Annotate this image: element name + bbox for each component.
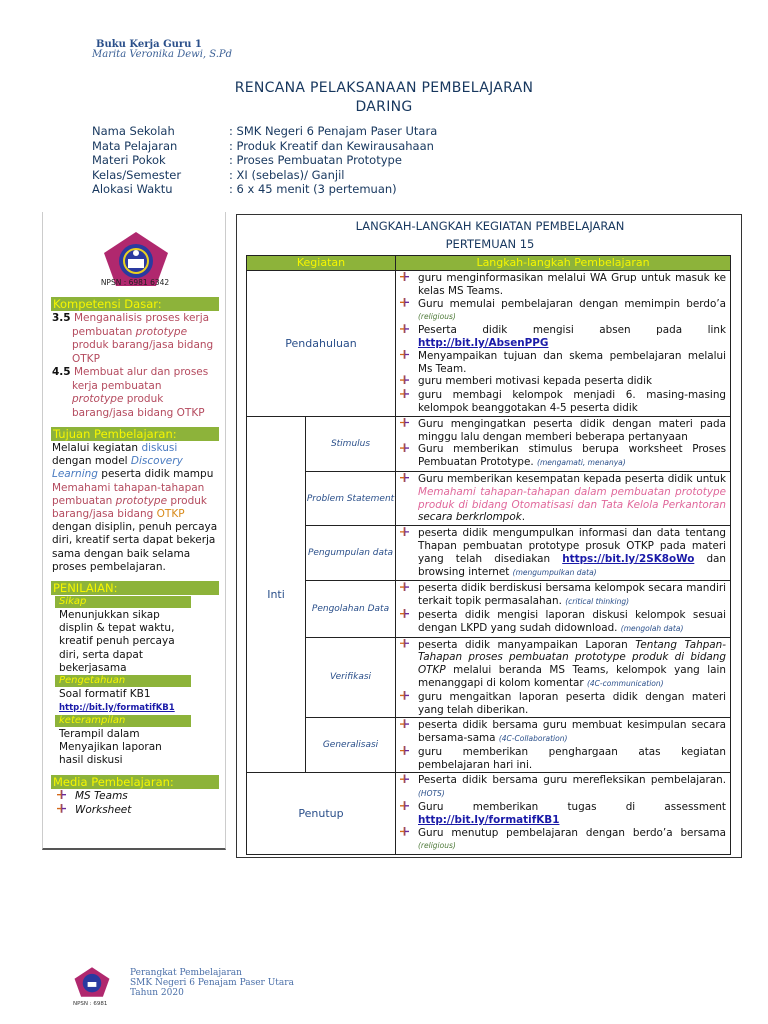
tp-part: Melalui kegiatan bbox=[52, 442, 142, 454]
info-value: : SMK Negeri 6 Penajam Paser Utara bbox=[229, 124, 438, 138]
kd-text: pembuatan bbox=[72, 325, 136, 338]
table-row bbox=[247, 637, 731, 718]
bullet-icon bbox=[398, 691, 418, 717]
tp-part: dengan disiplin, penuh percaya bbox=[52, 521, 218, 534]
step-segment: (4C-Collaboration) bbox=[498, 734, 568, 744]
step-segment: (mengolah data) bbox=[620, 623, 684, 633]
table-row bbox=[247, 773, 731, 855]
step-text bbox=[418, 691, 726, 717]
tp-part: prototype bbox=[115, 494, 168, 507]
kd-text: OTKP bbox=[72, 352, 100, 365]
step-text bbox=[418, 418, 726, 444]
step-segment: secara berkrlompok bbox=[418, 511, 522, 524]
step-item bbox=[398, 527, 726, 579]
table-row bbox=[247, 581, 731, 637]
step-segment: Guru memberikan stimulus berupa worksheet Proses Pembuatan Prototype. bbox=[418, 443, 726, 469]
identity-info bbox=[92, 124, 437, 197]
step-link[interactable]: https://bit.ly/2SK8oWo bbox=[562, 552, 695, 565]
footer-line: SMK Negeri 6 Penajam Paser Utara bbox=[130, 978, 294, 988]
media-heading: Media Pembelajaran: bbox=[51, 775, 219, 789]
step-text bbox=[418, 272, 726, 298]
bullet-icon bbox=[398, 298, 418, 325]
step-text bbox=[418, 582, 726, 609]
step-segment: Memahami tahapan-tahapan dalam pembuatan prototype produk di bidang Otomatisasi dan Tata Kelola Perkantoran bbox=[418, 485, 726, 511]
bullet-icon bbox=[398, 774, 418, 801]
steps-cell bbox=[396, 718, 731, 773]
step-segment: Peserta didik mengisi absen pada link bbox=[418, 324, 726, 337]
step-segment: (4C-communication) bbox=[586, 678, 664, 688]
step-item bbox=[398, 774, 726, 801]
activities-title: LANGKAH-LANGKAH KEGIATAN PEMBELAJARAN bbox=[355, 219, 625, 233]
tp-part: OTKP bbox=[156, 508, 185, 521]
steps-cell bbox=[396, 471, 731, 525]
step-segment: (mengamati, menanya) bbox=[537, 458, 626, 468]
ket-line: Menyajikan laporan bbox=[59, 741, 162, 754]
table-row bbox=[247, 526, 731, 581]
steps-cell bbox=[396, 416, 731, 471]
step-link[interactable]: http://bit.ly/AbsenPPG bbox=[418, 336, 549, 349]
step-item bbox=[398, 443, 726, 470]
steps-cell bbox=[396, 637, 731, 718]
kegiatan-cell: Pendahuluan bbox=[247, 271, 396, 417]
kd-text: Membuat alur dan proses bbox=[73, 366, 209, 378]
bullet-icon bbox=[398, 719, 418, 746]
activities-box bbox=[236, 214, 742, 858]
table-row bbox=[247, 718, 731, 773]
tp-text bbox=[52, 442, 217, 574]
bullet-icon bbox=[398, 801, 418, 827]
footer-text bbox=[130, 968, 294, 998]
step-segment: Tentang Tahpan-Tahapan proses pembuatan prototype produk di bidang OTKP bbox=[418, 638, 726, 677]
bullet-icon bbox=[398, 389, 418, 415]
bullet-icon bbox=[398, 746, 418, 772]
step-segment: peserta didik berdiskusi bersama kelompok secara mandiri terkait topik permasalahan. bbox=[418, 582, 726, 608]
step-item bbox=[398, 719, 726, 746]
steps-cell bbox=[396, 773, 731, 855]
step-segment: Menyampaikan tujuan dan skema pembelajaran melalui Ms Team. bbox=[418, 349, 726, 375]
info-value: : Proses Pembuatan Prototype bbox=[229, 153, 402, 167]
step-segment: guru membagi kelompok menjadi 6. masing-masing kelompok beanggotakan 4-5 peserta didik bbox=[418, 389, 726, 414]
info-value: : 6 x 45 menit (3 pertemuan) bbox=[229, 182, 397, 196]
step-item bbox=[398, 272, 726, 298]
bullet-icon bbox=[398, 350, 418, 376]
bullet-icon bbox=[398, 473, 418, 524]
step-item bbox=[398, 389, 726, 415]
step-item bbox=[398, 375, 726, 389]
info-key: Mata Pelajaran bbox=[92, 138, 178, 153]
step-item bbox=[398, 350, 726, 376]
step-text bbox=[418, 324, 726, 350]
info-value: : XI (sebelas)/ Ganjil bbox=[229, 167, 345, 182]
step-segment: guru memberikan penghargaan atas kegiatan pembelajaran hari ini. bbox=[418, 745, 726, 771]
step-segment: (critical thinking) bbox=[565, 597, 630, 607]
keterampilan-text bbox=[59, 728, 162, 768]
step-item bbox=[398, 827, 726, 854]
step-text bbox=[418, 473, 726, 524]
bullet-icon bbox=[398, 418, 418, 444]
step-segment: dan browsing internet bbox=[418, 552, 726, 578]
tp-part: diri, kreatif serta dapat bekerja bbox=[52, 534, 216, 547]
step-segment: peserta didik mengisi laporan diskusi kelompok sesuai dengan LKPD yang sudah didownload. bbox=[418, 608, 726, 634]
media-list bbox=[55, 790, 131, 818]
sikap-line: Menunjukkan sikap bbox=[59, 609, 160, 621]
sikap-line: kreatif penuh percaya bbox=[59, 635, 175, 648]
bullet-icon bbox=[398, 324, 418, 350]
step-segment: Guru memberikan tugas di assessment bbox=[418, 801, 726, 814]
tp-part: dengan model bbox=[52, 455, 131, 468]
sikap-line: displin & tepat waktu, bbox=[59, 622, 175, 635]
bullet-icon bbox=[398, 827, 418, 854]
step-segment: Guru memberikan kesempatan kepada peserta didik untuk bbox=[418, 472, 726, 485]
kd-number: 4.5 bbox=[52, 366, 71, 378]
step-segment: (religious) bbox=[418, 841, 456, 851]
media-item: MS Teams bbox=[75, 790, 128, 802]
kd-heading: Kompetensi Dasar: bbox=[51, 297, 219, 311]
step-segment: peserta didik mengumpulkan informasi dan data tentang Thapan pembuatan prototype prosuk OTKP pada materi yang telah disediakan bbox=[418, 527, 726, 565]
bullet-icon bbox=[398, 443, 418, 470]
step-segment: peserta didik manyampaikan Laporan bbox=[418, 638, 636, 651]
step-text bbox=[418, 298, 726, 325]
step-text bbox=[418, 746, 726, 772]
tp-part: sama dengan baik selama bbox=[52, 547, 191, 560]
step-item bbox=[398, 418, 726, 444]
penilaian-heading: PENILAIAN: bbox=[51, 581, 219, 595]
step-segment: Peserta didik bersama guru merefleksikan pembelajaran. bbox=[418, 774, 726, 787]
tp-part: pembuatan bbox=[52, 494, 116, 507]
step-item bbox=[398, 639, 726, 691]
step-text bbox=[418, 527, 726, 579]
step-text bbox=[418, 389, 726, 415]
kd-text: prototype bbox=[72, 393, 124, 405]
step-text bbox=[418, 375, 726, 389]
bullet-icon bbox=[398, 609, 418, 636]
step-item bbox=[398, 473, 726, 524]
step-item bbox=[398, 801, 726, 827]
step-item bbox=[398, 582, 726, 609]
phase-cell: Stimulus bbox=[306, 416, 396, 471]
kd-text: barang/jasa bidang OTKP bbox=[72, 406, 205, 419]
bullet-icon bbox=[55, 804, 75, 818]
media-item: Worksheet bbox=[75, 803, 132, 816]
step-text bbox=[418, 801, 726, 827]
step-segment: (mengumpulkan data) bbox=[512, 567, 597, 577]
sikap-line: diri, serta dapat bbox=[59, 648, 143, 661]
kd-text: kerja pembuatan bbox=[72, 379, 162, 392]
kd-list bbox=[52, 312, 213, 420]
step-segment: guru memberi motivasi kepada peserta didik bbox=[418, 375, 653, 388]
author-name: Marita Veronika Dewi, S.Pd bbox=[92, 49, 233, 60]
step-text bbox=[418, 827, 726, 854]
tp-part: peserta didik mampu bbox=[97, 468, 214, 481]
sikap-heading: Sikap bbox=[55, 596, 191, 608]
kegiatan-cell: Penutup bbox=[247, 773, 396, 855]
footer-line: Perangkat Pembelajaran bbox=[130, 968, 242, 978]
phase-cell: Pengolahan Data bbox=[306, 581, 396, 637]
tp-part: diskusi bbox=[141, 442, 178, 454]
info-key: Materi Pokok bbox=[92, 153, 166, 167]
table-row bbox=[247, 416, 731, 471]
step-text bbox=[418, 774, 726, 801]
footer-npsn: NPSN : 6981 bbox=[73, 1001, 108, 1007]
info-value: : Produk Kreatif dan Kewirausahaan bbox=[229, 138, 434, 153]
step-text bbox=[418, 719, 726, 746]
tp-part: Learning bbox=[52, 468, 98, 481]
step-segment: guru menginformasikan melalui WA Grup untuk masuk ke kelas MS Teams. bbox=[418, 272, 726, 297]
kd-number: 3.5 bbox=[52, 312, 71, 324]
bullet-icon bbox=[398, 639, 418, 691]
npsn-label: NPSN : 6981 6342 bbox=[100, 278, 170, 287]
phase-cell: Verifikasi bbox=[306, 637, 396, 718]
bullet-icon bbox=[398, 527, 418, 579]
step-segment: (HOTS) bbox=[418, 789, 445, 799]
pengetahuan-heading: Pengetahuan bbox=[55, 675, 191, 687]
step-text bbox=[418, 443, 726, 470]
sikap-line: bekerjasama bbox=[59, 661, 127, 674]
activities-table bbox=[246, 255, 731, 855]
tp-part: proses pembelajaran. bbox=[52, 560, 166, 573]
formatif-link[interactable]: http://bit.ly/formatifKB1 bbox=[59, 703, 175, 713]
tp-part: Discovery bbox=[130, 455, 183, 468]
bullet-icon bbox=[55, 790, 75, 804]
step-item bbox=[398, 609, 726, 636]
step-item bbox=[398, 746, 726, 772]
bullet-icon bbox=[398, 272, 418, 298]
bullet-icon bbox=[398, 582, 418, 609]
table-row bbox=[247, 471, 731, 525]
steps-cell bbox=[396, 581, 731, 637]
ket-line: hasil diskusi bbox=[59, 754, 123, 767]
pengetahuan-text: Soal formatif KB1 bbox=[59, 688, 151, 700]
col-header-kegiatan: Kegiatan bbox=[247, 256, 396, 271]
doc-subtitle: DARING bbox=[355, 99, 413, 115]
step-segment: melalui beranda MS Teams, kelompok yang lain menanggapi di kolom komentar bbox=[418, 664, 726, 689]
kd-text: produk barang/jasa bidang bbox=[72, 339, 214, 351]
step-text bbox=[418, 639, 726, 691]
step-segment: Guru memulai pembelajaran dengan memimpin berdo’a bbox=[418, 297, 726, 310]
kd-text: produk bbox=[123, 393, 164, 405]
step-segment: Guru mengingatkan peserta didik dengan materi pada minggu lalu dengan memberi beberapa pertanyaan bbox=[418, 417, 726, 443]
step-segment: (religious) bbox=[418, 312, 456, 322]
phase-cell: Pengumpulan data bbox=[306, 526, 396, 581]
table-row bbox=[247, 271, 731, 417]
tp-part: barang/jasa bidang bbox=[52, 508, 157, 521]
sikap-text bbox=[59, 609, 175, 675]
step-segment: guru mengaitkan laporan peserta didik dengan materi yang telah diberikan. bbox=[418, 690, 726, 716]
step-segment: . bbox=[521, 511, 526, 524]
ket-line: Terampil dalam bbox=[59, 728, 140, 740]
phase-cell: Problem Statement bbox=[306, 471, 396, 525]
kd-text: Menganalisis proses kerja bbox=[73, 312, 210, 324]
inti-cell: Inti bbox=[247, 416, 306, 773]
phase-cell: Generalisasi bbox=[306, 718, 396, 773]
step-segment: Guru menutup pembelajaran dengan berdo’a bersama bbox=[418, 826, 726, 839]
col-header-steps: Langkah-langkah Pembelajaran bbox=[396, 256, 731, 271]
step-text bbox=[418, 609, 726, 636]
steps-cell bbox=[396, 526, 731, 581]
meeting-label: PERTEMUAN 15 bbox=[445, 237, 535, 251]
step-item bbox=[398, 324, 726, 350]
keterampilan-heading: keterampilan bbox=[55, 715, 191, 727]
info-key: Kelas/Semester bbox=[92, 167, 182, 182]
left-panel bbox=[42, 212, 226, 850]
steps-cell bbox=[396, 271, 731, 417]
footer-logo bbox=[74, 966, 110, 998]
tp-part: Memahami tahapan-tahapan bbox=[52, 481, 205, 494]
info-key: Alokasi Waktu bbox=[92, 182, 173, 196]
footer-line: Tahun 2020 bbox=[130, 988, 184, 998]
step-item bbox=[398, 691, 726, 717]
doc-title: RENCANA PELAKSANAAN PEMBELAJARAN bbox=[234, 80, 534, 96]
step-text bbox=[418, 350, 726, 376]
tp-heading: Tujuan Pembelajaran: bbox=[51, 427, 219, 441]
step-segment: peserta didik bersama guru membuat kesimpulan secara bersama-sama bbox=[418, 719, 726, 745]
step-link[interactable]: http://bit.ly/formatifKB1 bbox=[418, 813, 560, 826]
info-key: Nama Sekolah bbox=[92, 124, 175, 138]
tp-part: produk bbox=[167, 494, 207, 507]
book-title: Buku Kerja Guru 1 bbox=[96, 39, 202, 50]
kd-text: prototype bbox=[135, 325, 188, 338]
bullet-icon bbox=[398, 375, 418, 389]
step-item bbox=[398, 298, 726, 325]
